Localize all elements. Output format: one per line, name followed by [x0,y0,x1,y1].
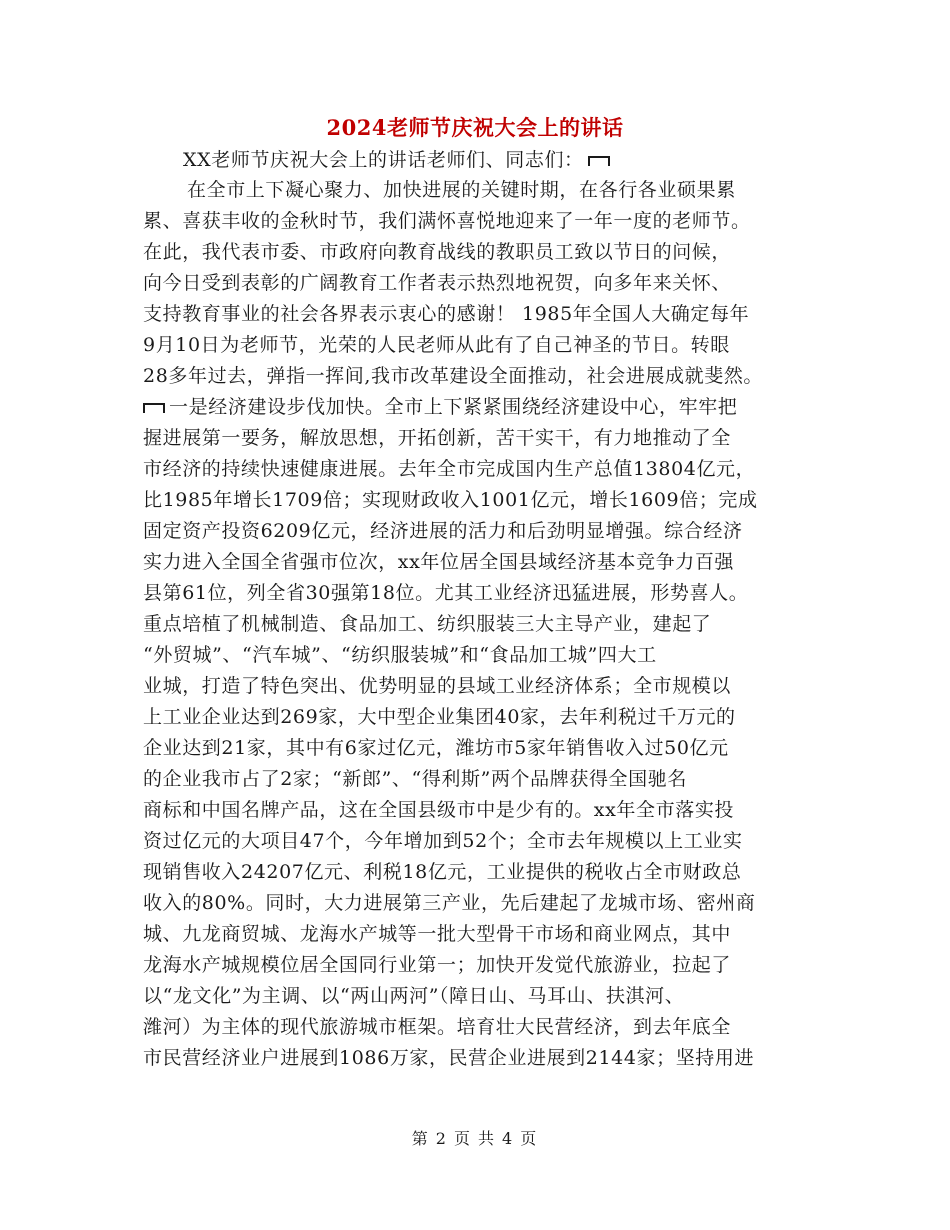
footer-total-unit: 页 [520,1129,539,1148]
body-line: XX老师节庆祝大会上的讲话老师们、同志们： [183,145,614,175]
paragraph-mark-icon [143,403,165,413]
body-line: 向今日受到表彰的广阔教育工作者表示热烈地祝贺，向多年来关怀、 [143,272,732,294]
body-line: 城、九龙商贸城、龙海水产城等一批大型骨干市场和商业网点，其中 [143,923,732,945]
body-line: 支持教育事业的社会各界表示衷心的感谢！ 1985年全国人大确定每年 [143,303,750,325]
body-line: 实力进入全国全省强市位次，xx年位居全国县域经济基本竞争力百强 [143,551,735,573]
body-line: 比1985年增长1709倍；实现财政收入1001亿元，增长1609倍；完成 [143,489,758,511]
body-line: 业城，打造了特色突出、优势明显的县域工业经济体系；全市规模以 [143,675,732,697]
footer-total-pages: 4 [502,1129,515,1148]
body-line: 县第61位，列全省30强第18位。尤其工业经济迅猛进展，形势喜人。 [143,582,749,604]
footer-total-label: 共 [478,1129,497,1148]
body-line: “外贸城”、“汽车城”、“纺织服装城”和“食品加工城”四大工 [143,644,657,666]
body-line: 握进展第一要务，解放思想，开拓创新，苦干实干，有力地推动了全 [143,427,732,449]
paragraph-mark-icon [588,156,610,166]
body-line: 重点培植了机械制造、食品加工、纺织服装三大主导产业，建起了 [143,613,712,635]
body-line: 以“龙文化”为主调、以“两山两河”（障日山、马耳山、扶淇河、 [143,985,685,1007]
body-line: 市民营经济业户进展到1086万家，民营企业进展到2144家；坚持用进 [143,1047,755,1069]
body-line: 一是经济建设步伐加快。全市上下紧紧围绕经济建设中心，牢牢把 [143,392,737,422]
body-line: 市经济的持续快速健康进展。去年全市完成国内生产总值13804亿元， [143,458,756,480]
body-line: 固定资产投资6209亿元，经济进展的活力和后劲明显增强。综合经济 [143,520,743,542]
body-line: 在此，我代表市委、市政府向教育战线的教职员工致以节日的问候， [143,241,732,263]
body-line: 的企业我市占了2家；“新郎”、“得利斯”两个品牌获得全国驰名 [143,768,687,790]
footer-current-page: 2 [435,1129,448,1148]
body-line: 收入的80%。同时，大力进展第三产业，先后建起了龙城市场、密州商 [143,892,756,914]
body-line: 9月10日为老师节，光荣的人民老师从此有了自己神圣的节日。转眼 [143,334,730,356]
body-line: 累、喜获丰收的金秋时节，我们满怀喜悦地迎来了一年一度的老师节。 [143,210,751,232]
body-line: 资过亿元的大项目47个，今年增加到52个；全市去年规模以上工业实 [143,830,743,852]
document-title: 2024老师节庆祝大会上的讲话 [326,115,624,140]
body-line: 28多年过去，弹指一挥间,我市改革建设全面推动，社会进展成就斐然。 [143,365,764,387]
footer-page-unit: 页 [453,1129,472,1148]
body-line: 龙海水产城规模位居全国同行业第一；加快开发觉代旅游业，拉起了 [143,954,732,976]
body-line: 现销售收入24207亿元、利税18亿元，工业提供的税收占全市财政总 [143,861,742,883]
page-footer [0,1126,950,1149]
body-line: 潍河）为主体的现代旅游城市框架。培育壮大民营经济，到去年底全 [143,1016,732,1038]
footer-page-label: 第 [411,1129,430,1148]
body-line: 企业达到21家，其中有6家过亿元，潍坊市5家年销售收入过50亿元 [143,737,729,759]
body-line: 商标和中国名牌产品，这在全国县级市中是少有的。xx年全市落实投 [143,799,735,821]
body-line: 在全市上下凝心聚力、加快进展的关键时期，在各行各业硕果累 [187,179,736,201]
body-line: 上工业企业达到269家，大中型企业集团40家，去年利税过千万元的 [143,706,736,728]
